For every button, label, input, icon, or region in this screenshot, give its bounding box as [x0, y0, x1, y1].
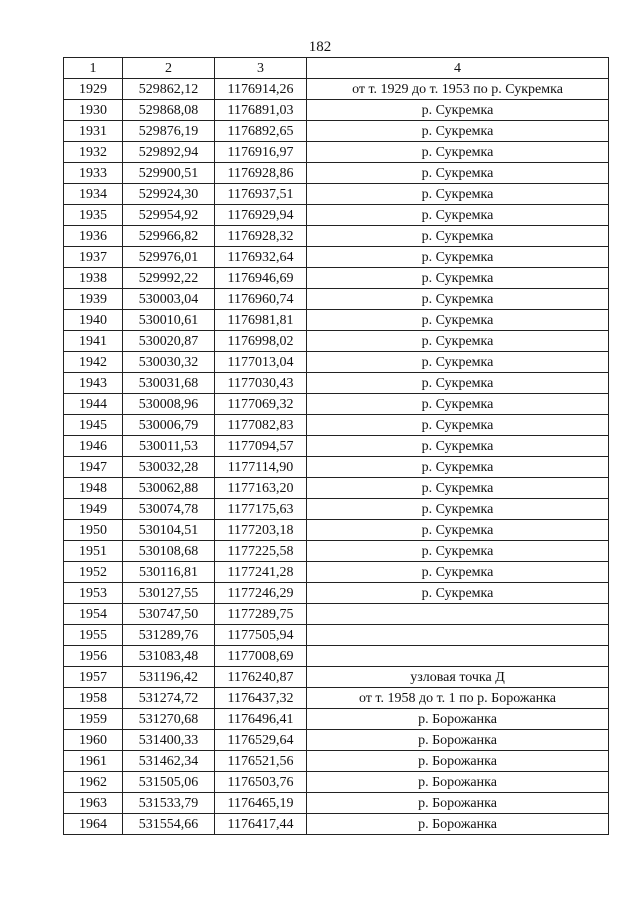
table-row	[64, 226, 609, 247]
table-row	[64, 772, 609, 793]
point-number-cell: 1946	[64, 436, 123, 457]
table-row	[64, 142, 609, 163]
description-cell: р. Борожанка	[307, 709, 609, 730]
description-cell: р. Борожанка	[307, 793, 609, 814]
point-number-cell: 1947	[64, 457, 123, 478]
x-coordinate-cell: 531400,33	[123, 730, 215, 751]
y-coordinate-cell: 1176981,81	[215, 310, 307, 331]
column-header-2: 2	[123, 58, 215, 79]
point-number-cell: 1942	[64, 352, 123, 373]
x-coordinate-cell: 531270,68	[123, 709, 215, 730]
point-number-cell: 1944	[64, 394, 123, 415]
x-coordinate-cell: 531505,06	[123, 772, 215, 793]
table-row	[64, 625, 609, 646]
y-coordinate-cell: 1177008,69	[215, 646, 307, 667]
y-coordinate-cell: 1176932,64	[215, 247, 307, 268]
point-number-cell: 1935	[64, 205, 123, 226]
description-cell: р. Сукремка	[307, 352, 609, 373]
y-coordinate-cell: 1176529,64	[215, 730, 307, 751]
y-coordinate-cell: 1177505,94	[215, 625, 307, 646]
description-cell: р. Сукремка	[307, 205, 609, 226]
point-number-cell: 1939	[64, 289, 123, 310]
x-coordinate-cell: 530127,55	[123, 583, 215, 604]
x-coordinate-cell: 530003,04	[123, 289, 215, 310]
table-row	[64, 289, 609, 310]
y-coordinate-cell: 1177225,58	[215, 541, 307, 562]
y-coordinate-cell: 1176960,74	[215, 289, 307, 310]
x-coordinate-cell: 530008,96	[123, 394, 215, 415]
y-coordinate-cell: 1177030,43	[215, 373, 307, 394]
point-number-cell: 1931	[64, 121, 123, 142]
point-number-cell: 1937	[64, 247, 123, 268]
y-coordinate-cell: 1177163,20	[215, 478, 307, 499]
y-coordinate-cell: 1176496,41	[215, 709, 307, 730]
y-coordinate-cell: 1176914,26	[215, 79, 307, 100]
point-number-cell: 1950	[64, 520, 123, 541]
x-coordinate-cell: 530011,53	[123, 436, 215, 457]
description-cell: р. Сукремка	[307, 520, 609, 541]
y-coordinate-cell: 1176465,19	[215, 793, 307, 814]
y-coordinate-cell: 1176417,44	[215, 814, 307, 835]
y-coordinate-cell: 1176891,03	[215, 100, 307, 121]
point-number-cell: 1955	[64, 625, 123, 646]
x-coordinate-cell: 530116,81	[123, 562, 215, 583]
point-number-cell: 1961	[64, 751, 123, 772]
table-row	[64, 79, 609, 100]
table-body	[64, 79, 609, 835]
point-number-cell: 1949	[64, 499, 123, 520]
point-number-cell: 1956	[64, 646, 123, 667]
x-coordinate-cell: 531196,42	[123, 667, 215, 688]
x-coordinate-cell: 529900,51	[123, 163, 215, 184]
description-cell: р. Сукремка	[307, 310, 609, 331]
point-number-cell: 1941	[64, 331, 123, 352]
point-number-cell: 1960	[64, 730, 123, 751]
table-row	[64, 121, 609, 142]
y-coordinate-cell: 1176929,94	[215, 205, 307, 226]
x-coordinate-cell: 529924,30	[123, 184, 215, 205]
table-row	[64, 730, 609, 751]
y-coordinate-cell: 1177082,83	[215, 415, 307, 436]
x-coordinate-cell: 530030,32	[123, 352, 215, 373]
x-coordinate-cell: 530062,88	[123, 478, 215, 499]
y-coordinate-cell: 1177175,63	[215, 499, 307, 520]
table-row	[64, 793, 609, 814]
description-cell: р. Сукремка	[307, 562, 609, 583]
y-coordinate-cell: 1176892,65	[215, 121, 307, 142]
description-cell: р. Сукремка	[307, 457, 609, 478]
y-coordinate-cell: 1177013,04	[215, 352, 307, 373]
point-number-cell: 1958	[64, 688, 123, 709]
description-cell: р. Сукремка	[307, 583, 609, 604]
table-row	[64, 667, 609, 688]
table-row	[64, 247, 609, 268]
page-number: 182	[308, 39, 332, 55]
x-coordinate-cell: 530747,50	[123, 604, 215, 625]
y-coordinate-cell: 1176521,56	[215, 751, 307, 772]
x-coordinate-cell: 529876,19	[123, 121, 215, 142]
column-header-4: 4	[307, 58, 609, 79]
table-row	[64, 205, 609, 226]
y-coordinate-cell: 1176916,97	[215, 142, 307, 163]
description-cell: р. Сукремка	[307, 478, 609, 499]
x-coordinate-cell: 530108,68	[123, 541, 215, 562]
y-coordinate-cell: 1177246,29	[215, 583, 307, 604]
y-coordinate-cell: 1176437,32	[215, 688, 307, 709]
point-number-cell: 1936	[64, 226, 123, 247]
table-row	[64, 394, 609, 415]
point-number-cell: 1964	[64, 814, 123, 835]
table-row	[64, 541, 609, 562]
description-cell: р. Борожанка	[307, 751, 609, 772]
table-row	[64, 184, 609, 205]
y-coordinate-cell: 1176937,51	[215, 184, 307, 205]
x-coordinate-cell: 530074,78	[123, 499, 215, 520]
coordinates-table	[63, 57, 609, 835]
description-cell	[307, 604, 609, 625]
table-row	[64, 499, 609, 520]
x-coordinate-cell: 530010,61	[123, 310, 215, 331]
column-header-3: 3	[215, 58, 307, 79]
description-cell	[307, 625, 609, 646]
point-number-cell: 1938	[64, 268, 123, 289]
point-number-cell: 1929	[64, 79, 123, 100]
x-coordinate-cell: 530020,87	[123, 331, 215, 352]
y-coordinate-cell: 1177114,90	[215, 457, 307, 478]
table-row	[64, 751, 609, 772]
point-number-cell: 1953	[64, 583, 123, 604]
table-row	[64, 457, 609, 478]
table-row	[64, 331, 609, 352]
point-number-cell: 1930	[64, 100, 123, 121]
table-row	[64, 688, 609, 709]
description-cell	[307, 646, 609, 667]
point-number-cell: 1940	[64, 310, 123, 331]
x-coordinate-cell: 529862,12	[123, 79, 215, 100]
point-number-cell: 1934	[64, 184, 123, 205]
description-cell: от т. 1929 до т. 1953 по р. Сукремка	[307, 79, 609, 100]
table-row	[64, 352, 609, 373]
y-coordinate-cell: 1177069,32	[215, 394, 307, 415]
x-coordinate-cell: 530006,79	[123, 415, 215, 436]
table-row	[64, 436, 609, 457]
x-coordinate-cell: 531083,48	[123, 646, 215, 667]
x-coordinate-cell: 531462,34	[123, 751, 215, 772]
y-coordinate-cell: 1176503,76	[215, 772, 307, 793]
y-coordinate-cell: 1176928,86	[215, 163, 307, 184]
description-cell: узловая точка Д	[307, 667, 609, 688]
table-row	[64, 415, 609, 436]
point-number-cell: 1945	[64, 415, 123, 436]
x-coordinate-cell: 529892,94	[123, 142, 215, 163]
description-cell: р. Сукремка	[307, 163, 609, 184]
point-number-cell: 1933	[64, 163, 123, 184]
y-coordinate-cell: 1177241,28	[215, 562, 307, 583]
x-coordinate-cell: 530032,28	[123, 457, 215, 478]
table-row	[64, 604, 609, 625]
description-cell: р. Сукремка	[307, 541, 609, 562]
description-cell: р. Сукремка	[307, 247, 609, 268]
column-header-1: 1	[64, 58, 123, 79]
description-cell: р. Сукремка	[307, 499, 609, 520]
x-coordinate-cell: 531533,79	[123, 793, 215, 814]
point-number-cell: 1943	[64, 373, 123, 394]
description-cell: р. Сукремка	[307, 289, 609, 310]
x-coordinate-cell: 529954,92	[123, 205, 215, 226]
x-coordinate-cell: 529868,08	[123, 100, 215, 121]
table-row	[64, 163, 609, 184]
table-row	[64, 583, 609, 604]
description-cell: от т. 1958 до т. 1 по р. Борожанка	[307, 688, 609, 709]
point-number-cell: 1952	[64, 562, 123, 583]
table-row	[64, 520, 609, 541]
description-cell: р. Сукремка	[307, 331, 609, 352]
description-cell: р. Сукремка	[307, 373, 609, 394]
point-number-cell: 1963	[64, 793, 123, 814]
description-cell: р. Сукремка	[307, 394, 609, 415]
x-coordinate-cell: 531554,66	[123, 814, 215, 835]
y-coordinate-cell: 1177094,57	[215, 436, 307, 457]
description-cell: р. Сукремка	[307, 436, 609, 457]
description-cell: р. Борожанка	[307, 730, 609, 751]
description-cell: р. Сукремка	[307, 184, 609, 205]
description-cell: р. Борожанка	[307, 814, 609, 835]
table-row	[64, 310, 609, 331]
description-cell: р. Сукремка	[307, 415, 609, 436]
point-number-cell: 1957	[64, 667, 123, 688]
description-cell: р. Сукремка	[307, 121, 609, 142]
point-number-cell: 1959	[64, 709, 123, 730]
point-number-cell: 1932	[64, 142, 123, 163]
table-row	[64, 373, 609, 394]
y-coordinate-cell: 1176928,32	[215, 226, 307, 247]
table-row	[64, 814, 609, 835]
point-number-cell: 1962	[64, 772, 123, 793]
table-row	[64, 646, 609, 667]
x-coordinate-cell: 529966,82	[123, 226, 215, 247]
y-coordinate-cell: 1177289,75	[215, 604, 307, 625]
y-coordinate-cell: 1176946,69	[215, 268, 307, 289]
x-coordinate-cell: 531274,72	[123, 688, 215, 709]
description-cell: р. Сукремка	[307, 268, 609, 289]
description-cell: р. Сукремка	[307, 100, 609, 121]
y-coordinate-cell: 1177203,18	[215, 520, 307, 541]
x-coordinate-cell: 531289,76	[123, 625, 215, 646]
description-cell: р. Борожанка	[307, 772, 609, 793]
table-row	[64, 100, 609, 121]
point-number-cell: 1948	[64, 478, 123, 499]
table-row	[64, 562, 609, 583]
point-number-cell: 1951	[64, 541, 123, 562]
table-row	[64, 478, 609, 499]
table-row	[64, 709, 609, 730]
description-cell: р. Сукремка	[307, 142, 609, 163]
description-cell: р. Сукремка	[307, 226, 609, 247]
x-coordinate-cell: 529976,01	[123, 247, 215, 268]
table-row	[64, 268, 609, 289]
point-number-cell: 1954	[64, 604, 123, 625]
x-coordinate-cell: 530104,51	[123, 520, 215, 541]
x-coordinate-cell: 530031,68	[123, 373, 215, 394]
x-coordinate-cell: 529992,22	[123, 268, 215, 289]
y-coordinate-cell: 1176998,02	[215, 331, 307, 352]
table-header-row	[64, 58, 609, 79]
y-coordinate-cell: 1176240,87	[215, 667, 307, 688]
